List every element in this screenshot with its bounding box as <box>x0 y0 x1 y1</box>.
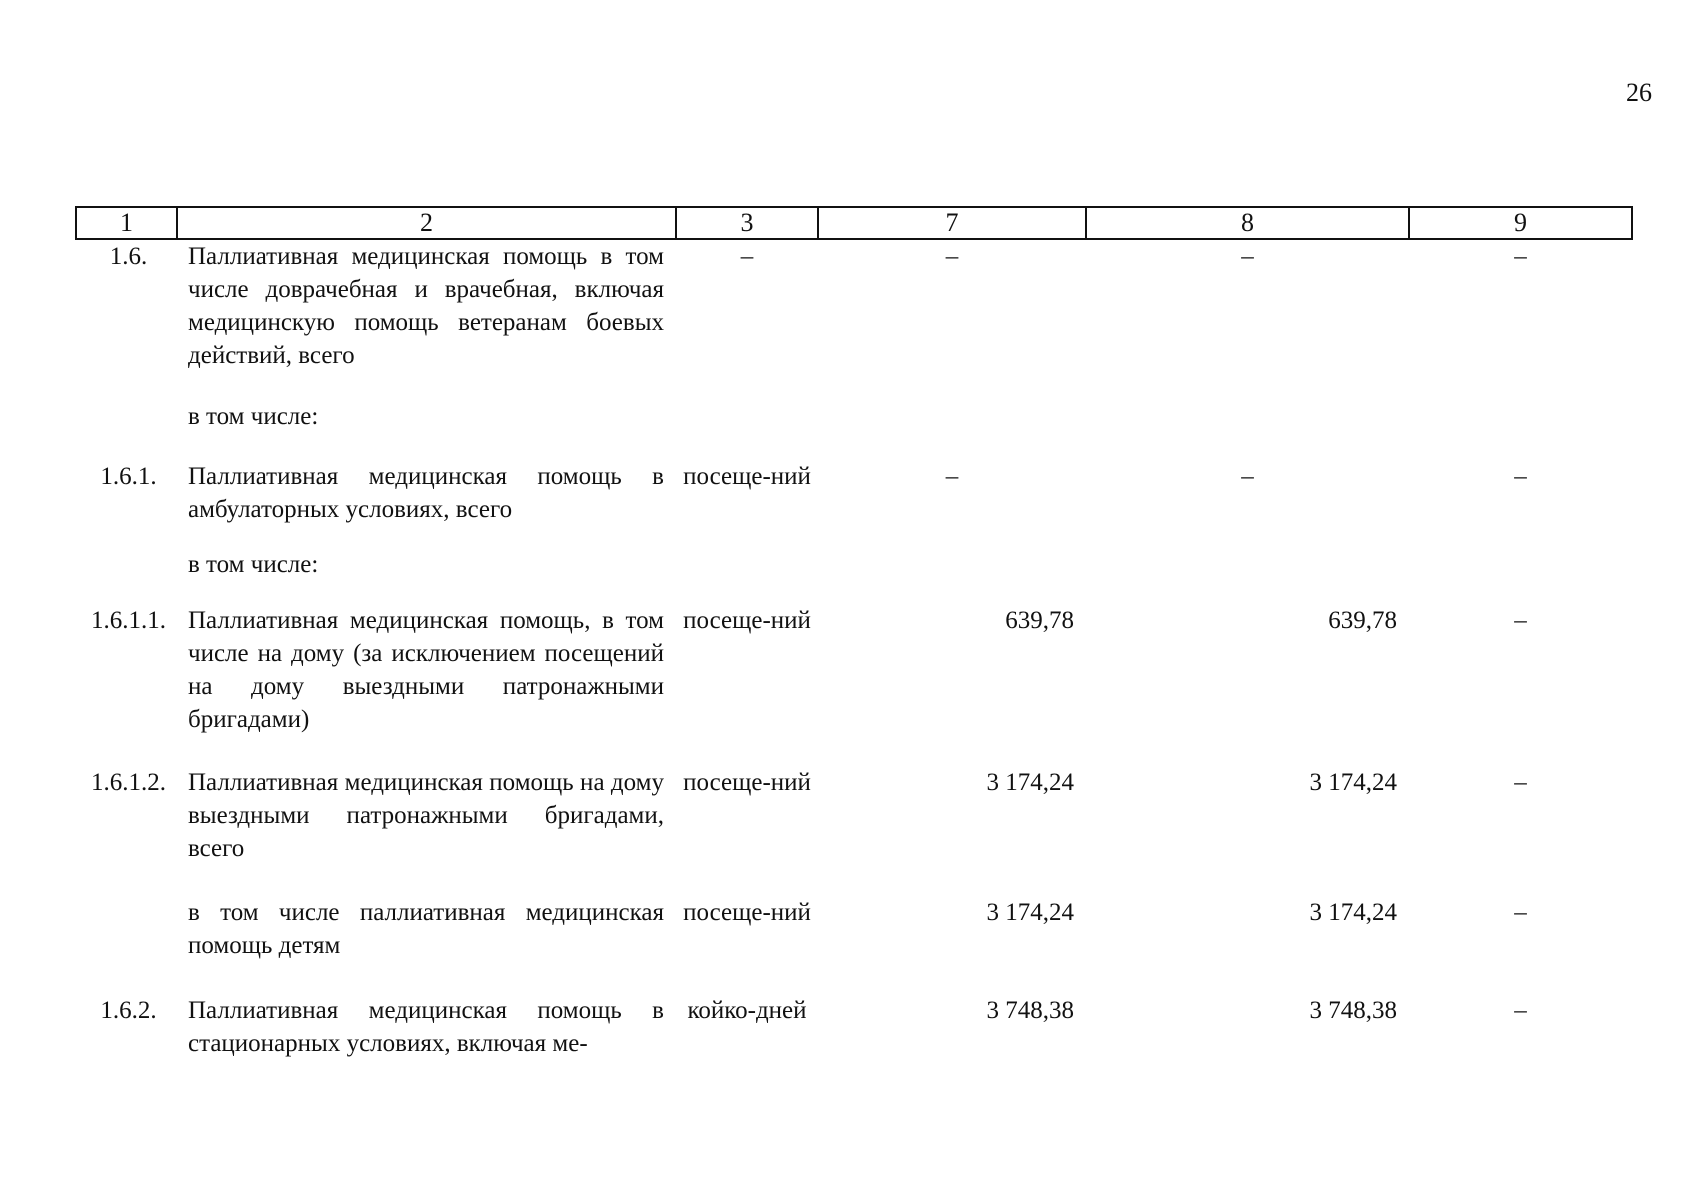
col-header-7: 7 <box>818 207 1086 239</box>
row-name: Паллиативная медицинская помощь в том числе доврачебная и врачебная, включая медицинскую помощь ветеранам боевых действий, всего <box>188 243 664 369</box>
row-value-col8: 3 748,38 <box>1309 997 1397 1024</box>
row-value-col8: – <box>1241 463 1254 490</box>
tariff-table <box>75 206 1633 1064</box>
col-header-3: 3 <box>676 207 818 239</box>
row-unit: посеще-ний <box>683 899 811 926</box>
row-value-col7: – <box>945 243 959 270</box>
row-number <box>76 548 177 604</box>
row-value-col8 <box>1086 548 1409 604</box>
row-value-col7: – <box>945 463 959 490</box>
row-value-col8: – <box>1241 243 1254 270</box>
row-number: 1.6. <box>109 243 148 270</box>
row-value-col8: 639,78 <box>1328 607 1397 634</box>
table-row <box>76 239 1632 400</box>
table-row <box>76 604 1632 766</box>
column-number-header-row <box>76 207 1632 239</box>
row-number: 1.6.1.1. <box>91 607 166 634</box>
row-number <box>76 896 177 994</box>
table-row <box>76 994 1632 1064</box>
table-row <box>76 548 1632 604</box>
row-value-col8: 3 174,24 <box>1309 899 1397 926</box>
row-value-col9: – <box>1514 607 1527 634</box>
row-value-col9: – <box>1514 997 1527 1024</box>
row-value-col7: 3 174,24 <box>986 899 1074 926</box>
row-number <box>76 400 177 460</box>
row-value-col7: 3 174,24 <box>986 769 1074 796</box>
row-name: в том числе: <box>188 403 319 430</box>
row-unit: посеще-ний <box>683 463 811 490</box>
row-value-col7: 3 748,38 <box>986 997 1074 1024</box>
row-value-col9: – <box>1514 769 1527 796</box>
row-name: в том числе: <box>188 551 319 578</box>
table-row <box>76 766 1632 896</box>
row-value-col9 <box>1409 548 1632 604</box>
row-unit: посеще-ний <box>683 607 811 634</box>
row-value-col7: 639,78 <box>1005 607 1074 634</box>
row-unit: койко-дней <box>687 997 807 1024</box>
row-unit: посеще-ний <box>683 769 811 796</box>
row-value-col8: 3 174,24 <box>1309 769 1397 796</box>
table-row <box>76 896 1632 994</box>
page-number: 26 <box>1626 78 1652 107</box>
row-unit: – <box>740 243 754 270</box>
row-name: Паллиативная медицинская помощь, в том числе на дому (за исключением посещений на дому выездными патронажными бригадами) <box>188 607 664 733</box>
table-row <box>76 460 1632 548</box>
row-name: Паллиативная медицинская помощь на дому выездными патронажными бригадами, всего <box>188 769 664 862</box>
row-value-col9: – <box>1514 899 1527 926</box>
row-name: Паллиативная медицинская помощь в амбулаторных условиях, всего <box>188 463 664 523</box>
row-value-col8 <box>1086 400 1409 460</box>
row-value-col7 <box>818 400 1086 460</box>
row-value-col9 <box>1409 400 1632 460</box>
row-name: Паллиативная медицинская помощь в стационарных условиях, включая ме- <box>188 997 664 1057</box>
row-value-col9: – <box>1514 463 1527 490</box>
row-number: 1.6.2. <box>100 997 157 1024</box>
row-value-col9: – <box>1514 243 1527 270</box>
row-name: в том числе паллиативная медицинская помощь детям <box>188 899 664 959</box>
col-header-8: 8 <box>1086 207 1409 239</box>
row-unit <box>676 548 818 604</box>
col-header-2: 2 <box>177 207 676 239</box>
col-header-9: 9 <box>1409 207 1632 239</box>
row-value-col7 <box>818 548 1086 604</box>
col-header-1: 1 <box>76 207 177 239</box>
row-unit <box>676 400 818 460</box>
row-number: 1.6.1.2. <box>91 769 166 796</box>
table-row <box>76 400 1632 460</box>
row-number: 1.6.1. <box>100 463 157 490</box>
